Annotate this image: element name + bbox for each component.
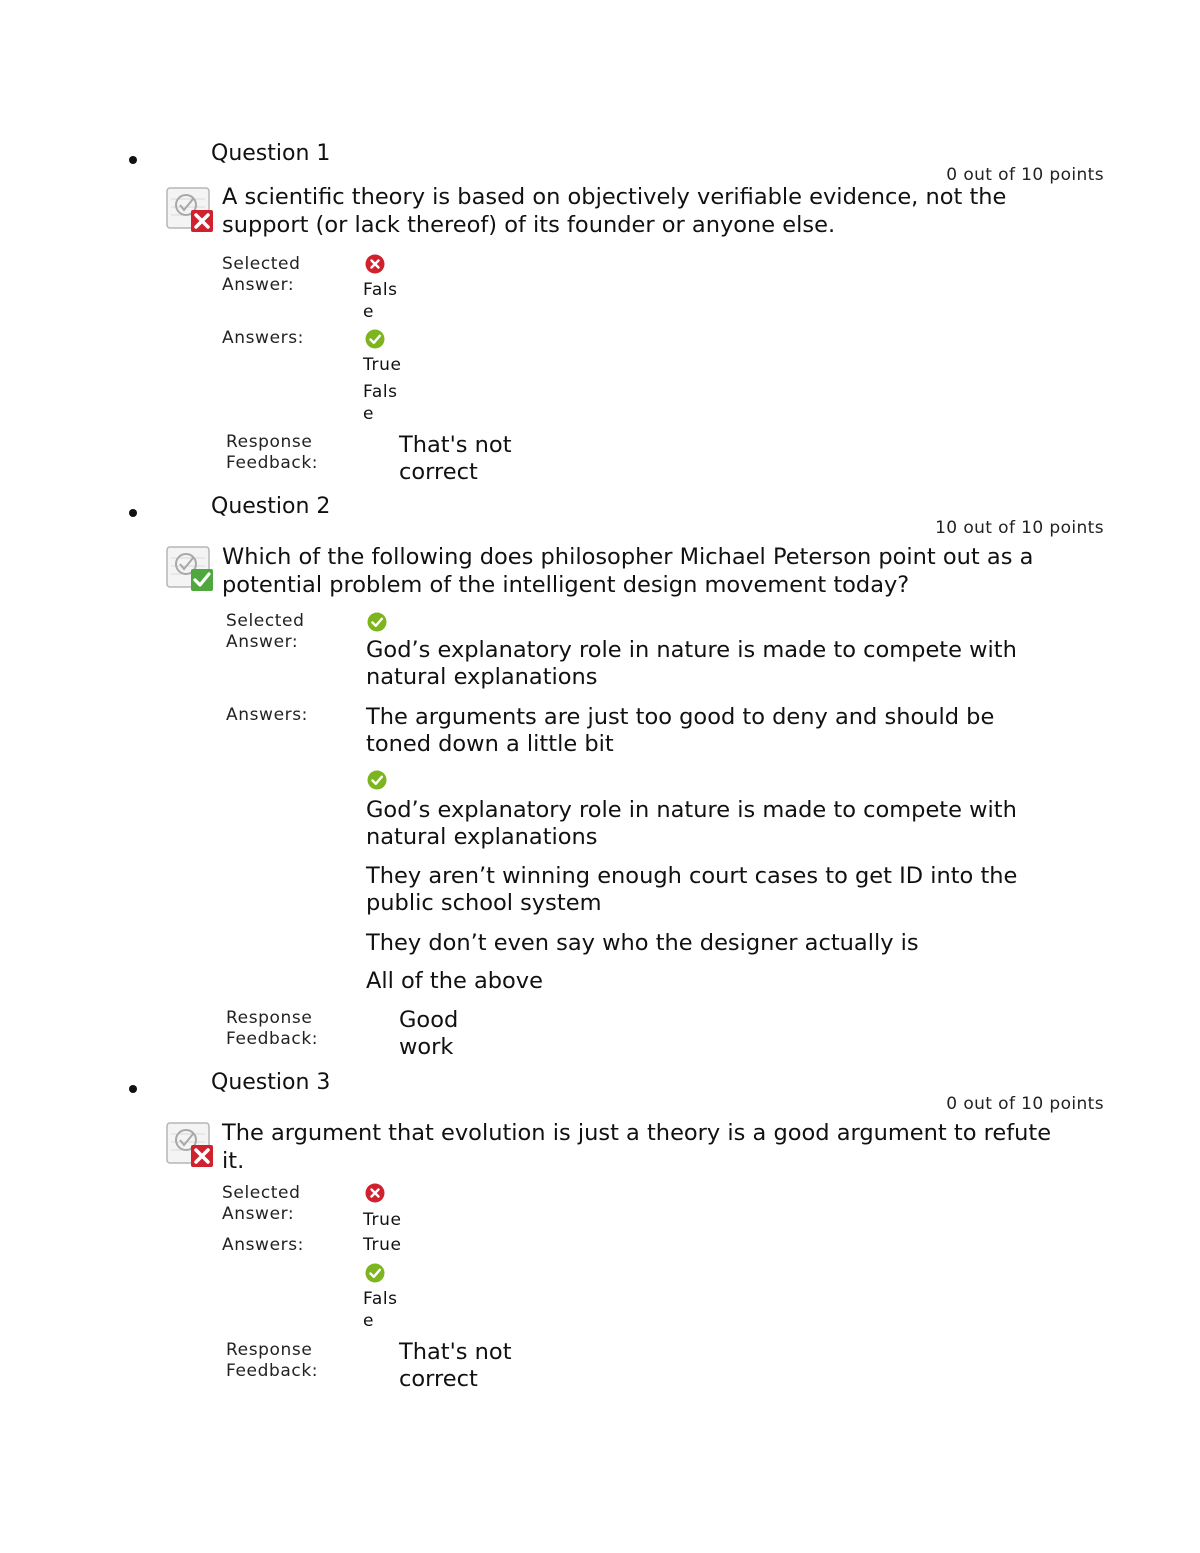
question-text: A scientific theory is based on objectively verifiable evidence, not the support (or lack thereof) of its founder or anyone else. [222, 184, 1007, 238]
correct-icon [367, 770, 387, 790]
answer-option: All of the above [366, 968, 543, 994]
incorrect-icon [365, 254, 385, 274]
question-title: Question 1 [211, 141, 331, 166]
answers-label: Answers: [222, 1235, 304, 1255]
selected-answer-label: Selected Answer: [222, 1183, 301, 1224]
selected-answer-label: Selected Answer: [222, 254, 301, 295]
response-feedback: That's not correct [399, 432, 512, 485]
question-text: The argument that evolution is just a theory is a good argument to refute it. [222, 1120, 1052, 1174]
correct-icon [365, 329, 385, 349]
answer-option: They aren’t winning enough court cases to get ID into the public school system [366, 863, 1018, 916]
answer-option: False [363, 382, 398, 424]
response-feedback-label: Response Feedback: [226, 1008, 319, 1049]
incorrect-icon [365, 1183, 385, 1203]
incorrect-question-icon [165, 1120, 215, 1168]
answer-option: They don’t even say who the designer actually is [366, 930, 919, 956]
selected-answer-value: True [363, 1210, 402, 1230]
question-2 [0, 494, 1200, 1070]
answers-label: Answers: [226, 705, 308, 725]
selected-answer-value: God’s explanatory role in nature is made to compete with natural explanations [366, 637, 1017, 690]
answer-option: False [363, 1289, 398, 1331]
correct-icon [367, 612, 387, 632]
response-feedback: Good work [399, 1007, 459, 1060]
correct-question-icon [165, 544, 215, 592]
question-points: 10 out of 10 points [935, 518, 1104, 538]
bullet [129, 156, 137, 164]
bullet [129, 1085, 137, 1093]
question-1 [0, 141, 1200, 492]
question-title: Question 3 [211, 1070, 331, 1095]
answer-option: God’s explanatory role in nature is made to compete with natural explanations [366, 797, 1017, 850]
response-feedback-label: Response Feedback: [226, 1340, 319, 1381]
question-points: 0 out of 10 points [946, 165, 1104, 185]
question-title: Question 2 [211, 494, 331, 519]
answer-option: The arguments are just too good to deny and should be toned down a little bit [366, 704, 995, 757]
question-points: 0 out of 10 points [946, 1094, 1104, 1114]
selected-answer-label: Selected Answer: [226, 611, 305, 652]
answer-option: True [363, 1235, 402, 1255]
answers-label: Answers: [222, 328, 304, 348]
question-3 [0, 1070, 1200, 1406]
response-feedback: That's not correct [399, 1339, 512, 1392]
incorrect-question-icon [165, 185, 215, 233]
question-text: Which of the following does philosopher Michael Peterson point out as a potential problem of the intelligent design movement today? [222, 544, 1034, 598]
answer-option: True [363, 355, 402, 375]
correct-icon [365, 1263, 385, 1283]
response-feedback-label: Response Feedback: [226, 432, 319, 473]
selected-answer-value: False [363, 280, 398, 322]
bullet [129, 509, 137, 517]
